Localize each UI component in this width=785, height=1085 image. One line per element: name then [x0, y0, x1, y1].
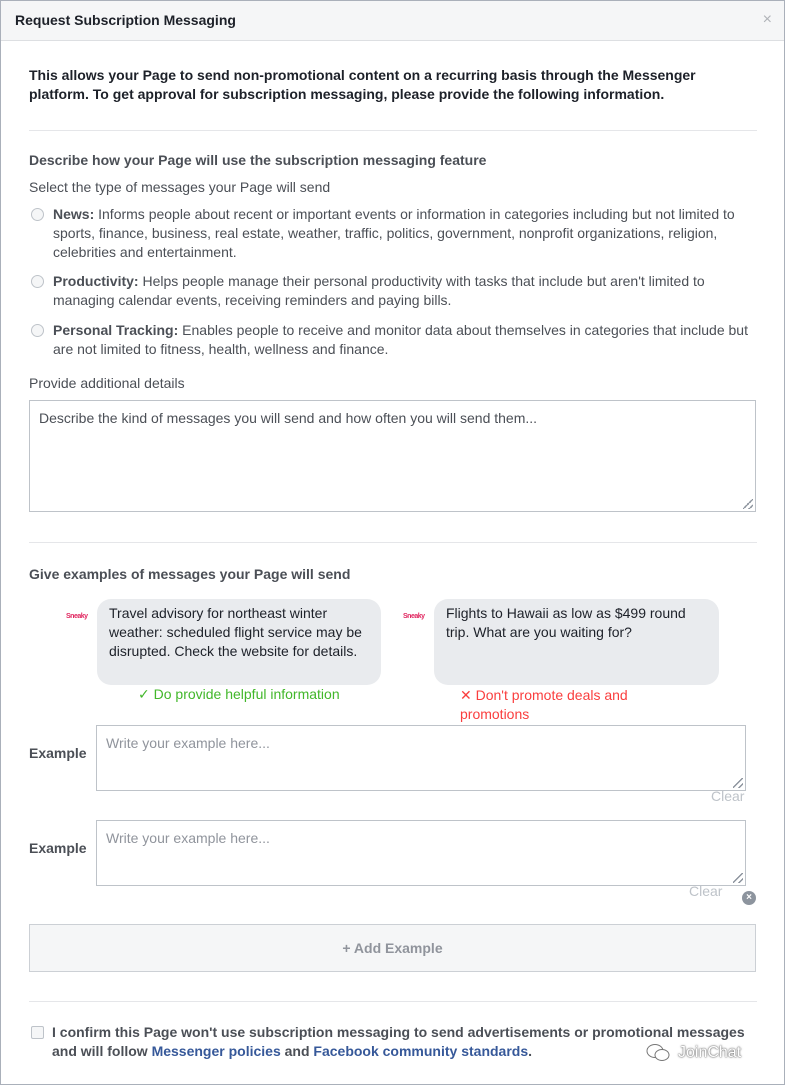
divider: [29, 1001, 757, 1002]
details-textarea[interactable]: [29, 400, 756, 512]
resize-handle-icon[interactable]: [733, 873, 743, 883]
remove-example-icon[interactable]: ×: [742, 891, 756, 905]
example-label-1: Example: [29, 745, 87, 761]
radio-button[interactable]: [31, 324, 44, 337]
option-name: Personal Tracking:: [53, 322, 179, 338]
example-input-2[interactable]: [96, 820, 746, 886]
example-label-2: Example: [29, 840, 87, 856]
option-name: News:: [53, 206, 95, 222]
clear-button-2[interactable]: Clear: [689, 883, 723, 899]
resize-handle-icon[interactable]: [733, 778, 743, 788]
watermark-text: JoinChat: [678, 1044, 742, 1061]
option-description: Helps people manage their personal productivity with tasks that include but aren't limited to managing calendar events, receiving reminders and paying bills.: [53, 273, 705, 308]
wechat-icon: [646, 1043, 670, 1063]
option-description: Enables people to receive and monitor data about themselves in categories that include but are not limited to fitness, health, wellness and finance.: [53, 322, 748, 357]
radio-option-productivity[interactable]: [31, 272, 756, 310]
confirm-text-part: and: [280, 1043, 314, 1059]
example-input-1[interactable]: [96, 725, 746, 791]
watermark: [646, 1043, 741, 1063]
divider: [29, 130, 757, 131]
intro-text: This allows your Page to send non-promotional content on a recurring basis through the Messenger platform. To get approval for subscription messaging, please provide the following information.: [29, 67, 696, 102]
details-label: Provide additional details: [29, 375, 185, 391]
close-icon[interactable]: ×: [762, 11, 772, 28]
bad-example-label: ✕ Don't promote deals and promotions: [460, 687, 628, 722]
message-type-label: Select the type of messages your Page will send: [29, 179, 331, 195]
radio-option-personal-tracking[interactable]: [31, 321, 756, 359]
add-example-button[interactable]: + Add Example: [29, 924, 756, 972]
page-avatar-icon: Sneaky: [66, 613, 88, 620]
example-placeholder: Write your example here...: [106, 830, 270, 846]
radio-option-news[interactable]: [31, 205, 756, 262]
dialog-title: Request Subscription Messaging: [15, 12, 236, 28]
example-placeholder: Write your example here...: [106, 735, 270, 751]
option-description: Informs people about recent or important events or information in categories including but not limited to sports, finance, business, real estate, weather, traffic, politics, government, nonprofit organizations, religion, celebrities and entertainment.: [53, 206, 735, 260]
option-name: Productivity:: [53, 273, 139, 289]
details-placeholder: Describe the kind of messages you will send and how often you will send them...: [39, 410, 538, 426]
bad-example-bubble: Flights to Hawaii as low as $499 round trip. What are you waiting for?: [434, 599, 719, 685]
page-avatar-icon: Sneaky: [403, 613, 425, 620]
confirm-checkbox[interactable]: [31, 1026, 44, 1039]
examples-section-title: Give examples of messages your Page will send: [29, 566, 351, 582]
community-standards-link[interactable]: Facebook community standards: [313, 1043, 529, 1059]
resize-handle-icon[interactable]: [743, 499, 753, 509]
messenger-policies-link[interactable]: Messenger policies: [151, 1043, 281, 1059]
confirm-text-part: .: [528, 1043, 533, 1059]
usage-section-title: Describe how your Page will use the subscription messaging feature: [29, 152, 487, 168]
dialog-header: [1, 1, 784, 41]
divider: [29, 542, 757, 543]
radio-button[interactable]: [31, 208, 44, 221]
clear-button-1[interactable]: Clear: [711, 788, 745, 804]
good-example-label: ✓ Do provide helpful information: [138, 686, 340, 702]
good-example-bubble: Travel advisory for northeast winter weather: scheduled flight service may be disrupted. Check the website for details.: [97, 599, 381, 685]
confirm-text-part: I confirm this Page won't use subscription messaging to send advertisements or promotional messages and will follow: [52, 1024, 745, 1059]
radio-button[interactable]: [31, 275, 44, 288]
